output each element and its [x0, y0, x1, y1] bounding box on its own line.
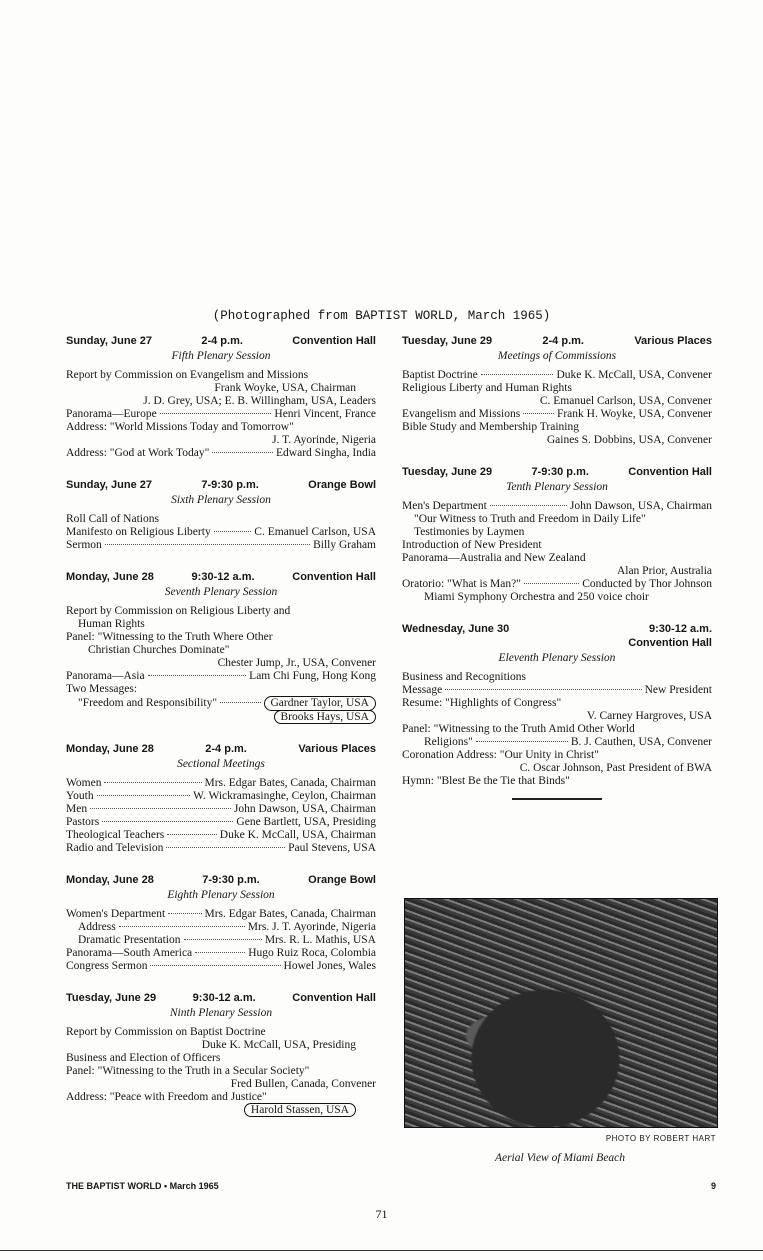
item-value: Howel Jones, Wales [283, 960, 376, 972]
left-column [66, 334, 376, 1135]
session-header [402, 622, 712, 636]
session-block [66, 478, 376, 552]
session-day: Sunday, June 27 [66, 335, 152, 347]
leader-dots [524, 583, 579, 584]
session-block [66, 873, 376, 973]
item-value: C. Emanuel Carlson, USA [254, 526, 376, 538]
session-header [66, 478, 376, 492]
session-day: Tuesday, June 29 [402, 335, 493, 347]
session-place: Convention Hall [292, 992, 376, 1004]
session-header [66, 991, 376, 1005]
item-label: Panorama—South America [66, 947, 193, 959]
item-value: B. J. Cauthen, USA, Convener [570, 736, 712, 748]
session-title: Sectional Meetings [177, 758, 265, 770]
leader-dots [97, 795, 191, 796]
item-label: Sermon [66, 539, 102, 551]
item-label: Youth [66, 790, 94, 802]
dotted-line [66, 960, 376, 973]
program-line: Report by Commission on Baptist Doctrine [66, 1026, 266, 1038]
leader-dots [523, 413, 554, 414]
item-value: Mrs. R. L. Mathis, USA [264, 934, 376, 946]
right-column [402, 334, 712, 818]
session-header [66, 334, 376, 348]
session-time: 7-9:30 p.m. [201, 479, 259, 491]
program-line: Report by Commission on Religious Liberty and [66, 605, 291, 617]
session-title: Fifth Plenary Session [171, 350, 271, 362]
program-line: J. T. Ayorinde, Nigeria [272, 434, 376, 446]
session-title: Eleventh Plenary Session [498, 652, 616, 664]
session-place: Various Places [298, 743, 376, 755]
section-divider [512, 798, 602, 800]
circled-speaker: Brooks Hays, USA [274, 710, 377, 724]
session-place: Various Places [634, 335, 712, 347]
leader-dots [148, 675, 247, 676]
dotted-line [66, 526, 376, 539]
item-value: Lam Chi Fung, Hong Kong [249, 670, 376, 682]
item-value: Duke K. McCall, USA, Convener [556, 369, 712, 381]
item-label: Message [402, 684, 443, 696]
photo-credit: PHOTO BY ROBERT HART [605, 1134, 716, 1143]
program-line: Religious Liberty and Human Rights [402, 382, 572, 394]
session-place: Orange Bowl [308, 874, 376, 886]
session-time: 7-9:30 p.m. [531, 466, 589, 478]
program-line: Introduction of New President [402, 539, 542, 551]
session-day: Monday, June 28 [66, 874, 154, 886]
program-line: Panel: "Witnessing to the Truth Amid Other World [402, 723, 635, 735]
circled-speaker: Gardner Taylor, USA [264, 696, 377, 711]
item-value: Frank H. Woyke, USA, Convener [556, 408, 712, 420]
session-place: Convention Hall [292, 571, 376, 583]
item-label: Men [66, 803, 88, 815]
item-label: Men's Department [402, 500, 487, 512]
session-time: 9:30-12 a.m. [192, 992, 256, 1004]
leader-dots [212, 452, 273, 453]
dotted-line [66, 539, 376, 552]
program-line: Resume: "Highlights of Congress" [402, 697, 562, 709]
item-label: Baptist Doctrine [402, 369, 478, 381]
dotted-line [66, 921, 376, 934]
program-line: "Our Witness to Truth and Freedom in Daily Life" [414, 513, 646, 525]
item-label: Religions" [424, 736, 473, 748]
item-value: Billy Graham [313, 539, 376, 551]
session-place: Convention Hall [628, 466, 712, 478]
session-block [66, 570, 376, 724]
program-line: Panorama—Australia and New Zealand [402, 552, 586, 564]
session-block [402, 622, 712, 800]
dotted-line [66, 816, 376, 829]
session-place: Convention Hall [292, 335, 376, 347]
item-label: Address [78, 921, 116, 933]
leader-dots [90, 808, 231, 809]
session-place: Convention Hall [628, 637, 712, 649]
item-label: Pastors [66, 816, 100, 828]
leader-dots [168, 913, 201, 914]
dotted-line [66, 803, 376, 816]
session-header [402, 465, 712, 479]
program-line: J. D. Grey, USA; E. B. Willingham, USA, Leaders [143, 395, 376, 407]
program-line: Miami Symphony Orchestra and 250 voice choir [424, 591, 649, 603]
item-label: Panorama—Europe [66, 408, 157, 420]
program-line: Chester Jump, Jr., USA, Convener [217, 657, 376, 669]
session-header [66, 570, 376, 584]
leader-dots [160, 413, 272, 414]
program-line: Report by Commission on Evangelism and Missions [66, 369, 309, 381]
item-value: Edward Singha, India [276, 447, 376, 459]
session-title: Tenth Plenary Session [506, 481, 608, 493]
leader-dots [167, 834, 217, 835]
session-time: 9:30-12 a.m. [191, 571, 255, 583]
item-label: "Freedom and Responsibility" [78, 697, 218, 709]
item-value: New President [644, 684, 712, 696]
program-line: Business and Election of Officers [66, 1052, 221, 1064]
session-day: Wednesday, June 30 [402, 623, 510, 635]
program-line: Testimonies by Laymen [414, 526, 525, 538]
session-time: 2-4 p.m. [542, 335, 584, 347]
item-label: Panorama—Asia [66, 670, 145, 682]
program-line: Bible Study and Membership Training [402, 421, 579, 433]
program-line: Human Rights [78, 618, 145, 630]
session-title: Eighth Plenary Session [167, 889, 275, 901]
session-day: Monday, June 28 [66, 743, 154, 755]
item-value: Gene Bartlett, USA, Presiding [236, 816, 376, 828]
item-label: Theological Teachers [66, 829, 165, 841]
session-day: Tuesday, June 29 [66, 992, 157, 1004]
session-place: Orange Bowl [308, 479, 376, 491]
item-value: Henri Vincent, France [274, 408, 376, 420]
session-day: Monday, June 28 [66, 571, 154, 583]
dotted-line [402, 369, 712, 382]
session-block [66, 334, 376, 460]
program-line: C. Emanuel Carlson, USA, Convener [539, 395, 712, 407]
dotted-line [66, 947, 376, 960]
leader-dots [166, 847, 285, 848]
leader-dots [481, 374, 554, 375]
session-block [402, 334, 712, 447]
program-line: Fred Bullen, Canada, Convener [230, 1078, 376, 1090]
item-label: Manifesto on Religious Liberty [66, 526, 211, 538]
item-value: W. Wickramasinghe, Ceylon, Chairman [193, 790, 376, 802]
item-value: John Dawson, USA, Chairman [569, 500, 712, 512]
item-label: Evangelism and Missions [402, 408, 521, 420]
session-header [402, 334, 712, 348]
leader-dots [476, 741, 568, 742]
circled-speaker: Harold Stassen, USA [244, 1103, 356, 1117]
aerial-photo [404, 898, 718, 1128]
session-day: Tuesday, June 29 [402, 466, 493, 478]
item-value: Mrs. Edgar Bates, Canada, Chairman [204, 777, 376, 789]
dotted-line [66, 842, 376, 855]
leader-dots [104, 782, 201, 783]
dotted-line [66, 934, 376, 947]
item-label: Dramatic Presentation [78, 934, 181, 946]
program-line: Frank Woyke, USA, Chairman [214, 382, 356, 394]
program-line: Two Messages: [66, 683, 138, 695]
leader-dots [105, 544, 310, 545]
dotted-line [66, 408, 376, 421]
dotted-line [66, 908, 376, 921]
leader-dots [102, 821, 233, 822]
program-line: Christian Churches Dominate" [88, 644, 230, 656]
program-line: Alan Prior, Australia [616, 565, 712, 577]
footer-page: 9 [710, 1181, 716, 1191]
session-title: Meetings of Commissions [497, 350, 617, 362]
leader-dots [214, 531, 252, 532]
program-line: Panel: "Witnessing to the Truth Where Other [66, 631, 273, 643]
session-block [66, 742, 376, 855]
dotted-line [66, 670, 376, 683]
leader-dots [150, 965, 280, 966]
program-line: Roll Call of Nations [66, 513, 159, 525]
session-block [402, 465, 712, 604]
dotted-line [66, 829, 376, 842]
leader-dots [195, 952, 245, 953]
session-header [66, 742, 376, 756]
item-label: Radio and Television [66, 842, 164, 854]
item-label: Women [66, 777, 102, 789]
program-line: Coronation Address: "Our Unity in Christ" [402, 749, 599, 761]
dotted-line [402, 736, 712, 749]
session-title: Seventh Plenary Session [164, 586, 278, 598]
source-caption: (Photographed from BAPTIST WORLD, March 1965) [212, 309, 551, 323]
program-line: Address: "Peace with Freedom and Justice" [66, 1091, 267, 1103]
session-header [66, 873, 376, 887]
program-line [66, 711, 376, 724]
bottom-rule [0, 1250, 763, 1251]
program-line: Gaines S. Dobbins, USA, Convener [546, 434, 712, 446]
dotted-line [66, 447, 376, 460]
session-block [66, 991, 376, 1117]
item-value: Mrs. J. T. Ayorinde, Nigeria [247, 921, 376, 933]
program-line: Hymn: "Blest Be the Tie that Binds" [402, 775, 570, 787]
leader-dots [184, 939, 262, 940]
item-label: Address: "God at Work Today" [66, 447, 210, 459]
item-value: John Dawson, USA, Chairman [233, 803, 376, 815]
session-title: Ninth Plenary Session [169, 1007, 273, 1019]
page-number: 71 [375, 1207, 388, 1221]
program-line: Panel: "Witnessing to the Truth in a Secular Society" [66, 1065, 310, 1077]
program-line: V. Carney Hargroves, USA [586, 710, 712, 722]
leader-dots [490, 505, 567, 506]
dotted-line [66, 790, 376, 803]
dotted-line [66, 696, 376, 711]
footer-publication: THE BAPTIST WORLD • March 1965 [66, 1181, 219, 1191]
item-label: Oratorio: "What is Man?" [402, 578, 521, 590]
dotted-line [66, 777, 376, 790]
program-line: C. Oscar Johnson, Past President of BWA [519, 762, 712, 774]
session-time: 2-4 p.m. [205, 743, 247, 755]
item-value: Paul Stevens, USA [288, 842, 376, 854]
dotted-line [402, 684, 712, 697]
leader-dots [445, 689, 641, 690]
program-line: Address: "World Missions Today and Tomorrow" [66, 421, 294, 433]
session-time: 2-4 p.m. [201, 335, 243, 347]
page-footer [66, 1180, 716, 1193]
item-value: Hugo Ruiz Roca, Colombia [248, 947, 376, 959]
program-line [66, 1104, 376, 1117]
dotted-line [402, 408, 712, 421]
program-line: Business and Recognitions [402, 671, 526, 683]
leader-dots [119, 926, 245, 927]
photo-caption: Aerial View of Miami Beach [494, 1152, 626, 1164]
session-time: 7-9:30 p.m. [202, 874, 260, 886]
session-title: Sixth Plenary Session [171, 494, 271, 506]
item-label: Congress Sermon [66, 960, 148, 972]
program-line: Duke K. McCall, USA, Presiding [201, 1039, 356, 1051]
dotted-line [402, 578, 712, 591]
dotted-line [402, 500, 712, 513]
item-label: Women's Department [66, 908, 166, 920]
session-time: 9:30-12 a.m. [649, 623, 712, 635]
item-value: Duke K. McCall, USA, Chairman [219, 829, 376, 841]
leader-dots [220, 702, 260, 703]
session-day: Sunday, June 27 [66, 479, 152, 491]
item-value: Conducted by Thor Johnson [582, 578, 712, 590]
item-value: Mrs. Edgar Bates, Canada, Chairman [204, 908, 376, 920]
